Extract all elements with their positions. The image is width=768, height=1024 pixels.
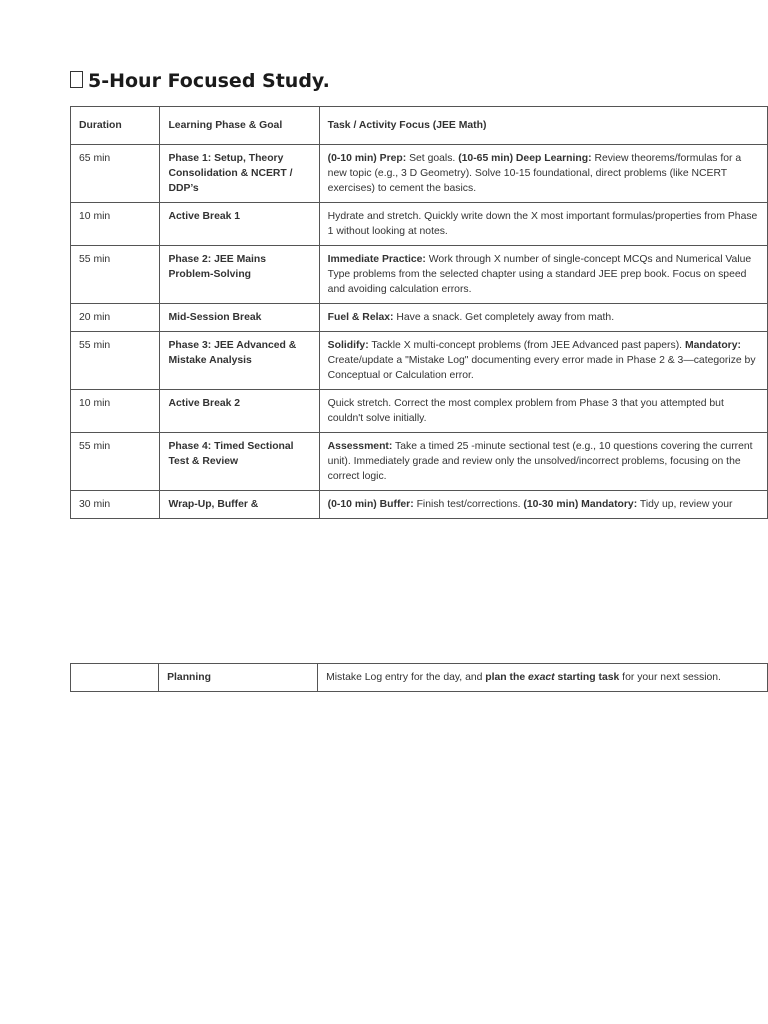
- table-row: [71, 664, 768, 692]
- task-cell: [319, 304, 767, 332]
- task-bold: (10-30 min) Mandatory:: [523, 499, 638, 510]
- task-bold-text: plan the: [485, 672, 529, 683]
- duration-cell: 10 min: [71, 203, 160, 246]
- phase-cell: Active Break 2: [160, 390, 319, 433]
- task-text: Quick stretch. Correct the most complex problem from Phase 3 that you attempted but couldn't solve initially.: [327, 398, 724, 424]
- task-text: Tackle X multi-concept problems (from JEE Advanced past papers).: [368, 340, 685, 351]
- task-cell: [319, 332, 767, 390]
- task-bold-italic: exact: [528, 672, 555, 683]
- page-title-text: 5-Hour Focused Study.: [88, 70, 330, 92]
- task-text: Set goals.: [406, 153, 459, 164]
- table-row: [71, 145, 768, 203]
- table-row: [71, 304, 768, 332]
- task-text: for your next session.: [619, 672, 721, 683]
- task-bold: (0-10 min) Prep:: [327, 153, 407, 164]
- task-cell: [319, 390, 767, 433]
- task-bold: Assessment:: [327, 441, 393, 452]
- duration-cell: 10 min: [71, 390, 160, 433]
- duration-cell: 30 min: [71, 491, 160, 519]
- task-text: Hydrate and stretch. Quickly write down the X most important formulas/properties from Phase 1 without looking at notes.: [327, 211, 758, 237]
- table-row: [71, 390, 768, 433]
- duration-cell: [71, 664, 159, 692]
- task-text: Review theorems/formulas for a new topic (e.g., 3 D Geometry). Solve 10-15 foundational, direct problems (like NCERT exercises) to cement the basics.: [327, 153, 742, 194]
- task-cell: [319, 145, 767, 203]
- task-cell: [319, 203, 767, 246]
- task-cell: [319, 491, 767, 519]
- phase-cell: Mid-Session Break: [160, 304, 319, 332]
- phase-cell: Wrap-Up, Buffer &: [160, 491, 319, 519]
- task-cell: [319, 246, 767, 304]
- page-title: [70, 70, 330, 92]
- task-bold: Solidify:: [327, 340, 369, 351]
- task-cell: [318, 664, 768, 692]
- duration-cell: 55 min: [71, 433, 160, 491]
- header-duration: Duration: [71, 107, 160, 145]
- task-bold: (0-10 min) Buffer:: [327, 499, 414, 510]
- header-task: Task / Activity Focus (JEE Math): [319, 107, 767, 145]
- task-bold: Mandatory:: [684, 340, 741, 351]
- phase-cell: Phase 1: Setup, Theory Consolidation & NCERT / DDP’s: [160, 145, 319, 203]
- task-cell: [319, 433, 767, 491]
- task-text: Tidy up, review your: [637, 499, 733, 510]
- table-row: [71, 332, 768, 390]
- task-text: Have a snack. Get completely away from math.: [393, 312, 615, 323]
- task-bold: [485, 672, 619, 683]
- duration-cell: 20 min: [71, 304, 160, 332]
- task-text: Mistake Log entry for the day, and: [326, 672, 486, 683]
- study-schedule-table-continued: [70, 663, 768, 692]
- study-schedule-table: [70, 106, 768, 519]
- task-bold: Fuel & Relax:: [327, 312, 394, 323]
- phase-cell: Active Break 1: [160, 203, 319, 246]
- duration-cell: 55 min: [71, 332, 160, 390]
- task-text: Take a timed 25 -minute sectional test (e.g., 10 questions covering the current unit). Immediately grade and review only the unsolved/incorrect problems, focusing on the correct logic.: [327, 441, 753, 482]
- task-text: Create/update a "Mistake Log" documenting every error made in Phase 2 & 3—categorize by Conceptual or Calculation error.: [327, 355, 756, 381]
- phase-cell: Planning: [159, 664, 318, 692]
- phase-cell: Phase 4: Timed Sectional Test & Review: [160, 433, 319, 491]
- task-bold: (10-65 min) Deep Learning:: [458, 153, 592, 164]
- duration-cell: 55 min: [71, 246, 160, 304]
- phase-cell: Phase 3: JEE Advanced & Mistake Analysis: [160, 332, 319, 390]
- task-text: Work through X number of single-concept MCQs and Numerical Value Type problems from the selected chapter using a standard JEE prep book. Focus on speed and avoiding calculation errors.: [327, 254, 752, 295]
- header-phase: Learning Phase & Goal: [160, 107, 319, 145]
- table-row: [71, 246, 768, 304]
- task-bold-text: starting task: [554, 672, 620, 683]
- table-header-row: [71, 107, 768, 145]
- table-row: [71, 491, 768, 519]
- table-row: [71, 433, 768, 491]
- duration-cell: 65 min: [71, 145, 160, 203]
- task-bold: Immediate Practice:: [327, 254, 426, 265]
- phase-cell: Phase 2: JEE Mains Problem-Solving: [160, 246, 319, 304]
- missing-glyph-icon: [70, 71, 83, 88]
- table-row: [71, 203, 768, 246]
- task-text: Finish test/corrections.: [413, 499, 524, 510]
